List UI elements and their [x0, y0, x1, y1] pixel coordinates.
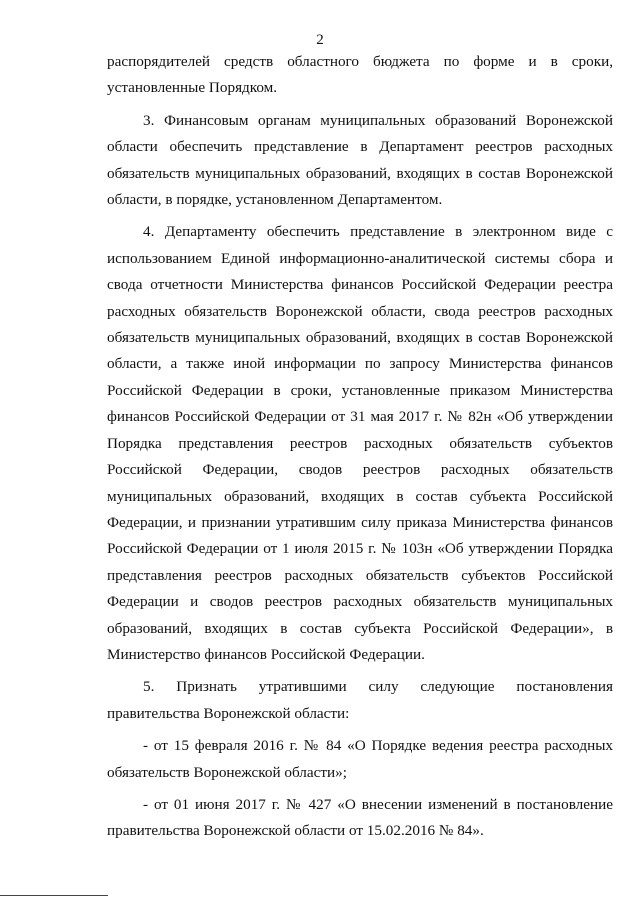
paragraph-continuation: распорядителей средств областного бюджета по форме и в сроки, установленные Порядком.: [107, 53, 613, 97]
paragraph-item-5: 5. Признать утратившими силу следующие постановления правительства Воронежской области:: [107, 678, 613, 722]
footer-rule: [0, 895, 108, 896]
paragraph-item-5-sub-1: - от 15 февраля 2016 г. № 84 «О Порядке ведения реестра расходных обязательств Воронежской области»;: [107, 737, 613, 781]
paragraph-item-4: 4. Департаменту обеспечить представление в электронном виде с использованием Единой информационно-аналитической системы сбора и свода отчетности Министерства финансов Российской Федерации реестра расходных обязательств Воронежской области, свода реестров расходных обязательств муниципальных образований, входящих в состав Воронежской области, а также иной информации по запросу Министерства финансов Российской Федерации в сроки, установленные приказом Министерства финансов Российской Федерации от 31 мая 2017 г. № 82н «Об утверждении Порядка представления реестров расходных обязательств субъектов Российской Федерации, сводов реестров расходных обязательств муниципальных образований, входящих в состав субъекта Российской Федерации, и признании утратившим силу приказа Министерства финансов Российской Федерации от 1 июля 2015 г. № 103н «Об утверждении Порядка представления реестров расходных обязательств субъектов Российской Федерации и сводов реестров расходных обязательств муниципальных образований, входящих в состав субъекта Российской Федерации», в Министерство финансов Российской Федерации.: [107, 223, 613, 663]
page-number: 2: [316, 32, 324, 48]
paragraph-item-3: 3. Финансовым органам муниципальных образований Воронежской области обеспечить представление в Департамент реестров расходных обязательств муниципальных образований, входящих в состав Воронежской области, в порядке, установленном Департаментом.: [107, 111, 613, 209]
document-body: [107, 49, 613, 845]
paragraph-item-5-sub-2: - от 01 июня 2017 г. № 427 «О внесении изменений в постановление правительства Воронежской области от 15.02.2016 № 84».: [107, 795, 613, 840]
